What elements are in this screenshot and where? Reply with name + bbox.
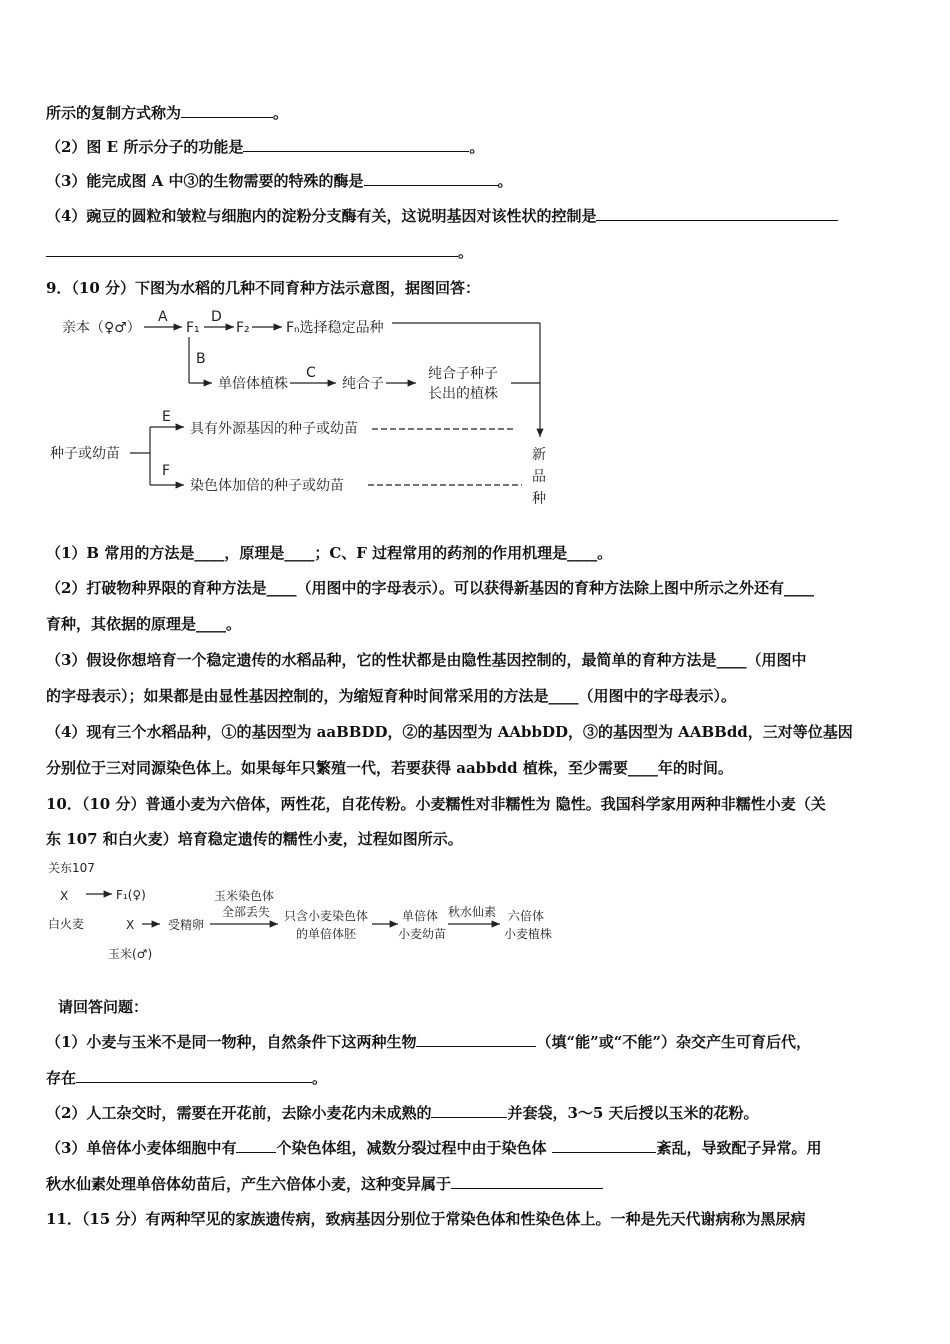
svg-text:E: E	[162, 409, 171, 425]
svg-text:关东107: 关东107	[48, 861, 95, 875]
answer-blank[interactable]	[416, 1032, 536, 1047]
breeding-diagram	[46, 305, 566, 515]
text-line: （3）能完成图 A 中③的生物需要的特殊的酶是 。	[46, 172, 513, 190]
answer-blank[interactable]	[236, 1138, 276, 1153]
svg-text:白火麦: 白火麦	[48, 917, 85, 931]
answer-blank[interactable]	[552, 1138, 656, 1153]
text-line: （4）豌豆的圆粒和皱粒与细胞内的淀粉分支酶有关，这说明基因对该性状的控制是	[46, 206, 838, 226]
svg-text:全部丢失: 全部丢失	[222, 905, 271, 919]
text-line: 秋水仙素处理单倍体幼苗后，产生六倍体小麦，这种变异属于	[46, 1174, 603, 1194]
svg-text:X: X	[60, 889, 69, 903]
svg-text:具有外源基因的种子或幼苗: 具有外源基因的种子或幼苗	[190, 421, 358, 437]
question-11-title: 11．（15 分）有两种罕见的家族遗传病，致病基因分别位于常染色体和性染色体上。一种是先天代谢病称为黑尿病	[46, 1210, 806, 1228]
svg-text:纯合子种子: 纯合子种子	[428, 366, 498, 382]
text-line: （2）打破物种界限的育种方法是____（用图中的字母表示）。可以获得新基因的育种方法除上图中所示之外还有____	[46, 579, 814, 597]
svg-text:的单倍体胚: 的单倍体胚	[296, 927, 357, 941]
svg-text:F₂: F₂	[236, 320, 250, 336]
svg-text:受精卵: 受精卵	[168, 918, 205, 932]
text-line: （2）图 E 所示分子的功能是 。	[46, 138, 485, 156]
answer-blank[interactable]	[243, 137, 469, 152]
question-9-title: 9．（10 分）下图为水稻的几种不同育种方法示意图，据图回答：	[46, 279, 481, 297]
text-line: 存在 。	[46, 1069, 328, 1087]
svg-text:X: X	[126, 918, 135, 932]
svg-text:单倍体: 单倍体	[402, 909, 439, 923]
svg-text:F: F	[162, 463, 171, 479]
svg-text:Fₙ选择稳定品种: Fₙ选择稳定品种	[286, 320, 384, 336]
svg-text:种: 种	[532, 491, 546, 507]
answer-blank[interactable]	[181, 103, 273, 118]
text-line: 。	[46, 242, 473, 262]
answer-blank[interactable]	[451, 1174, 603, 1189]
svg-text:C: C	[306, 365, 316, 381]
text-line: 请回答问题：	[58, 998, 149, 1016]
svg-text:小麦植株: 小麦植株	[504, 927, 553, 941]
answer-blank[interactable]	[596, 206, 838, 221]
svg-text:六倍体: 六倍体	[508, 909, 545, 923]
text-line: 东 107 和白火麦）培育稳定遗传的糯性小麦，过程如图所示。	[46, 830, 463, 848]
svg-text:F₁: F₁	[186, 320, 200, 336]
wheat-breeding-diagram	[46, 858, 566, 968]
text-line: （3）单倍体小麦体细胞中有 个染色体组，减数分裂过程中由于染色体 紊乱，导致配子异常。用	[46, 1139, 822, 1157]
svg-text:F₁(♀): F₁(♀)	[116, 888, 146, 902]
svg-text:B: B	[196, 351, 206, 367]
text-line: 所示的复制方式称为 。	[46, 104, 289, 122]
answer-blank[interactable]	[364, 171, 498, 186]
question-10-title: 10．（10 分）普通小麦为六倍体，两性花，自花传粉。小麦糯性对非糯性为 隐性。我国科学家用两种非糯性小麦（关	[46, 795, 826, 813]
svg-text:秋水仙素: 秋水仙素	[448, 905, 497, 919]
svg-text:单倍体植株: 单倍体植株	[218, 376, 288, 392]
svg-text:染色体加倍的种子或幼苗: 染色体加倍的种子或幼苗	[190, 478, 344, 494]
answer-blank[interactable]	[46, 242, 458, 257]
text-line: （4）现有三个水稻品种，①的基因型为 aaBBDD，②的基因型为 AAbbDD，③的基因型为 AABBdd，三对等位基因	[46, 723, 853, 741]
answer-blank[interactable]	[76, 1068, 312, 1083]
svg-text:玉米染色体: 玉米染色体	[214, 889, 275, 903]
svg-text:纯合子: 纯合子	[342, 376, 384, 392]
text-line: （3）假设你想培育一个稳定遗传的水稻品种，它的性状都是由隐性基因控制的，最简单的育种方法是____（用图中	[46, 651, 807, 669]
text-line: 的字母表示）；如果都是由显性基因控制的，为缩短育种时间常采用的方法是____（用图中的字母表示）。	[46, 687, 737, 705]
svg-text:长出的植株: 长出的植株	[428, 386, 498, 402]
svg-text:品: 品	[532, 469, 546, 485]
svg-text:种子或幼苗: 种子或幼苗	[50, 446, 120, 462]
text-line: 分别位于三对同源染色体上。如果每年只繁殖一代，若要获得 aabbdd 植株，至少需要____年的时间。	[46, 759, 733, 777]
text-line: （1）B 常用的方法是____，原理是____；C、F 过程常用的药剂的作用机理是____。	[46, 544, 613, 562]
text-line: （1）小麦与玉米不是同一物种，自然条件下这两种生物 （填“能”或“不能”）杂交产生可育后代，	[46, 1033, 811, 1051]
text-line: 育种，其依据的原理是____。	[46, 615, 242, 633]
text-line: （2）人工杂交时，需要在开花前，去除小麦花内未成熟的 并套袋，3～5 天后授以玉米的花粉。	[46, 1104, 759, 1122]
svg-text:玉米(♂): 玉米(♂)	[108, 947, 153, 961]
parent-label: 亲本（♀♂）	[62, 320, 141, 336]
svg-text:小麦幼苗: 小麦幼苗	[398, 927, 447, 941]
svg-text:A: A	[158, 309, 168, 325]
svg-text:只含小麦染色体: 只含小麦染色体	[284, 909, 369, 923]
svg-text:新: 新	[532, 447, 546, 463]
svg-text:D: D	[211, 309, 222, 325]
answer-blank[interactable]	[431, 1103, 507, 1118]
